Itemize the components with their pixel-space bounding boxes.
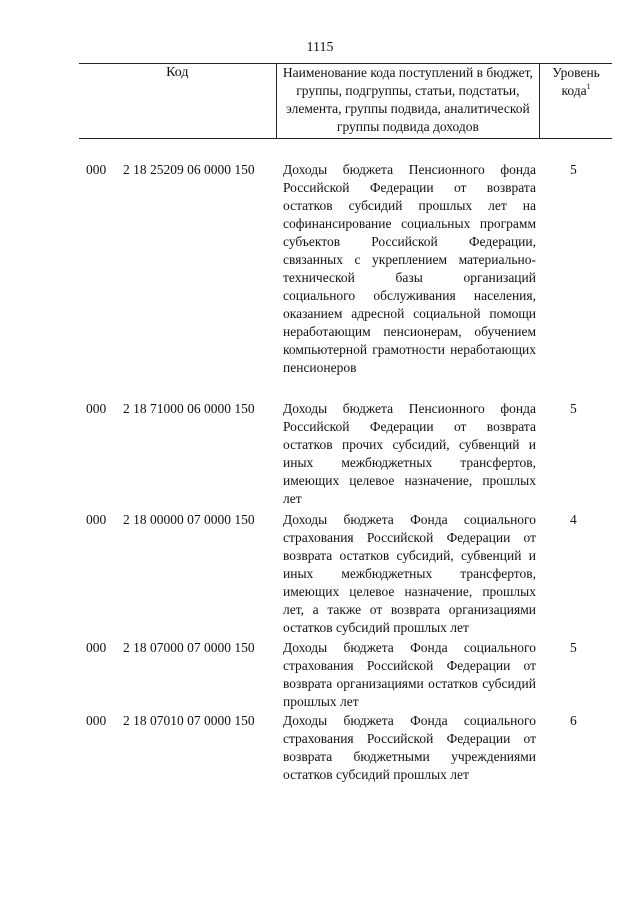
- page-number: 1115: [306, 40, 334, 55]
- header-name: Наименование кода поступлений в бюджет, группы, подгруппы, статьи, подстатьи, элемента, группы подвида, аналитической группы подвида доходов: [277, 64, 541, 138]
- header-level: [540, 64, 612, 138]
- header-code: Код: [79, 64, 277, 138]
- revenue-name: Доходы бюджета Пенсионного фонда Российской Федерации от возврата остатков субсидий прошлых лет на софинансирование социальных программ субъектов Российской Федерации, связанных с укреплением материально-технической базы организаций социального обслуживания населения, оказанием адресной социальной помощи неработающим пенсионерам, обучением компьютерной грамотности неработающих пенсионеров: [283, 162, 536, 375]
- revenue-code: 2 18 07000 07 0000 150: [123, 640, 255, 655]
- table-header: [79, 63, 612, 139]
- code-level: 4: [570, 512, 577, 527]
- header-level-label: Уровень кода: [552, 65, 600, 98]
- admin-code: 000: [86, 713, 107, 728]
- revenue-name: Доходы бюджета Фонда социального страхования Российской Федерации от возврата остатков субсидий, субвенций и иных межбюджетных трансфертов, имеющих целевое назначение, прошлых лет, а также от возврата организациями остатков субсидий прошлых лет: [283, 512, 536, 635]
- revenue-name: Доходы бюджета Пенсионного фонда Российской Федерации от возврата остатков прочих субсидий, субвенций и иных межбюджетных трансфертов, имеющих целевое назначение, прошлых лет: [283, 401, 536, 506]
- revenue-name: Доходы бюджета Фонда социального страхования Российской Федерации от возврата бюджетными учреждениями остатков субсидий прошлых лет: [283, 713, 536, 782]
- revenue-code: 2 18 25209 06 0000 150: [123, 162, 255, 177]
- revenue-code: 2 18 71000 06 0000 150: [123, 401, 255, 416]
- header-level-footnote-mark: 1: [586, 82, 591, 91]
- code-level: 5: [570, 162, 577, 177]
- revenue-code: 2 18 07010 07 0000 150: [123, 713, 255, 728]
- revenue-code: 2 18 00000 07 0000 150: [123, 512, 255, 527]
- admin-code: 000: [86, 162, 107, 177]
- admin-code: 000: [86, 640, 107, 655]
- code-level: 5: [570, 640, 577, 655]
- admin-code: 000: [86, 401, 107, 416]
- code-level: 6: [570, 713, 577, 728]
- admin-code: 000: [86, 512, 107, 527]
- code-level: 5: [570, 401, 577, 416]
- revenue-name: Доходы бюджета Фонда социального страхования Российской Федерации от возврата организациями остатков субсидий прошлых лет: [283, 640, 536, 709]
